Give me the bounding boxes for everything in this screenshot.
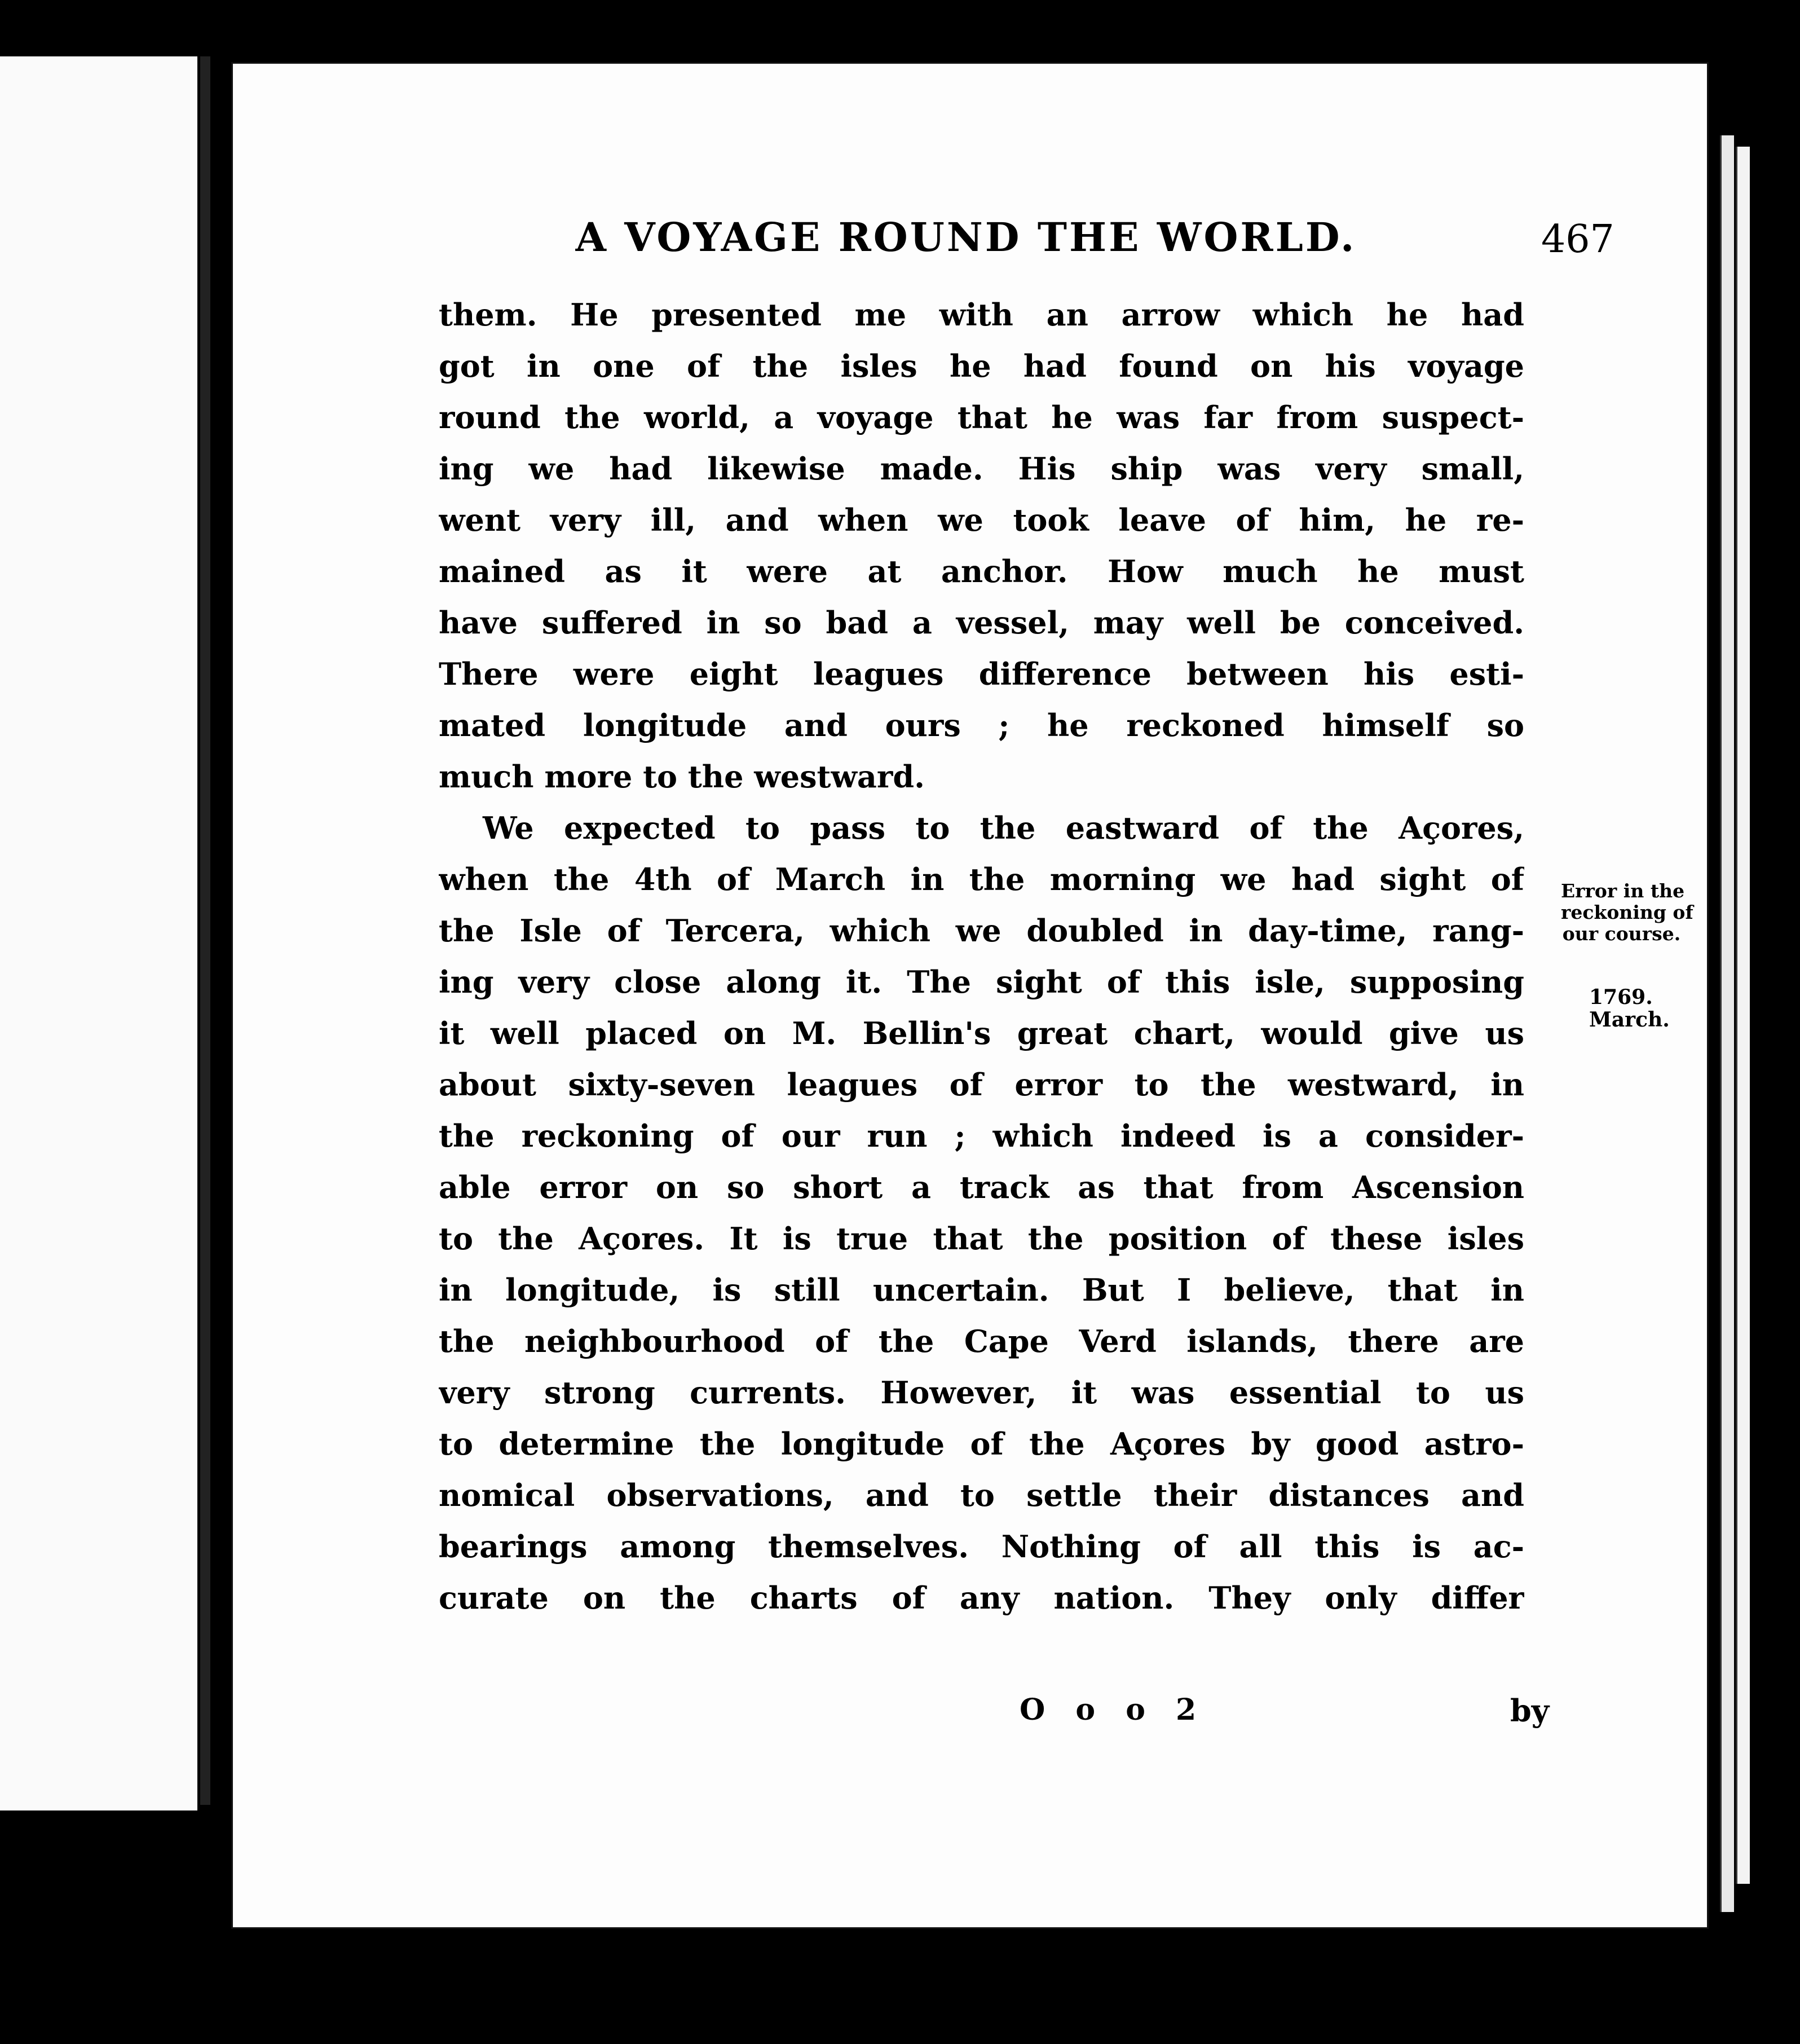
paragraph <box>439 289 1524 803</box>
text-line: curate on the charts of any nation. They only differ <box>439 1580 1524 1616</box>
text-line: got in one of the isles he had found on his voyage <box>439 348 1524 384</box>
marginal-note-line: our course. <box>1562 923 1681 945</box>
text-line: There were eight leagues difference between his esti- <box>439 656 1524 692</box>
facing-page <box>0 56 197 1810</box>
text-line: We expected to pass to the eastward of the Açores, <box>483 810 1524 846</box>
text-line: mained as it were at anchor. How much he must <box>439 553 1524 589</box>
text-line: the neighbourhood of the Cape Verd islands, there are <box>439 1323 1524 1359</box>
text-line: ing we had likewise made. His ship was very small, <box>439 451 1524 487</box>
marginal-note-line: Error in the <box>1561 880 1685 902</box>
text-line: mated longitude and ours ; he reckoned himself so <box>439 707 1524 743</box>
paragraph <box>439 803 1524 1624</box>
book-page <box>231 62 1709 1929</box>
text-line: to the Açores. It is true that the position of these isles <box>439 1221 1524 1257</box>
page-number: 467 <box>1541 217 1614 262</box>
text-line: much more to the westward. <box>439 759 925 795</box>
text-line: them. He presented me with an arrow which he had <box>439 297 1524 333</box>
page-stack-edge <box>1720 135 1734 1912</box>
text-line: able error on so short a track as that from Ascension <box>439 1169 1524 1205</box>
text-line: the Isle of Tercera, which we doubled in day-time, rang- <box>439 913 1524 949</box>
text-line: when the 4th of March in the morning we had sight of <box>439 861 1524 897</box>
text-line: it well placed on M. Bellin's great chart, would give us <box>439 1015 1524 1051</box>
text-line: have suffered in so bad a vessel, may well be conceived. <box>439 605 1524 641</box>
signature-mark: O o o 2 <box>1020 1693 1207 1727</box>
page-gutter <box>200 56 210 1805</box>
catchword: by <box>1510 1693 1550 1729</box>
marginal-note <box>1561 880 1693 945</box>
text-line: about sixty-seven leagues of error to the westward, in <box>439 1067 1524 1103</box>
page-stack-edge <box>1736 147 1750 1884</box>
running-title: A VOYAGE ROUND THE WORLD. <box>575 214 1357 261</box>
text-line: round the world, a voyage that he was far from suspect- <box>439 399 1524 435</box>
marginal-month: March. <box>1589 1008 1670 1032</box>
text-line: the reckoning of our run ; which indeed is a consider- <box>439 1118 1524 1154</box>
text-line: ing very close along it. The sight of this isle, supposing <box>439 964 1524 1000</box>
marginal-date <box>1589 985 1670 1032</box>
text-line: nomical observations, and to settle their distances and <box>439 1477 1524 1513</box>
text-line: bearings among themselves. Nothing of all this is ac- <box>439 1528 1524 1565</box>
marginal-year: 1769. <box>1589 985 1653 1009</box>
text-line: to determine the longitude of the Açores by good astro- <box>439 1426 1524 1462</box>
text-line: very strong currents. However, it was essential to us <box>439 1375 1524 1411</box>
marginal-note-line: reckoning of <box>1561 901 1693 923</box>
body-text <box>439 289 1524 1624</box>
text-line: went very ill, and when we took leave of him, he re- <box>439 502 1524 538</box>
text-line: in longitude, is still uncertain. But I believe, that in <box>439 1272 1524 1308</box>
